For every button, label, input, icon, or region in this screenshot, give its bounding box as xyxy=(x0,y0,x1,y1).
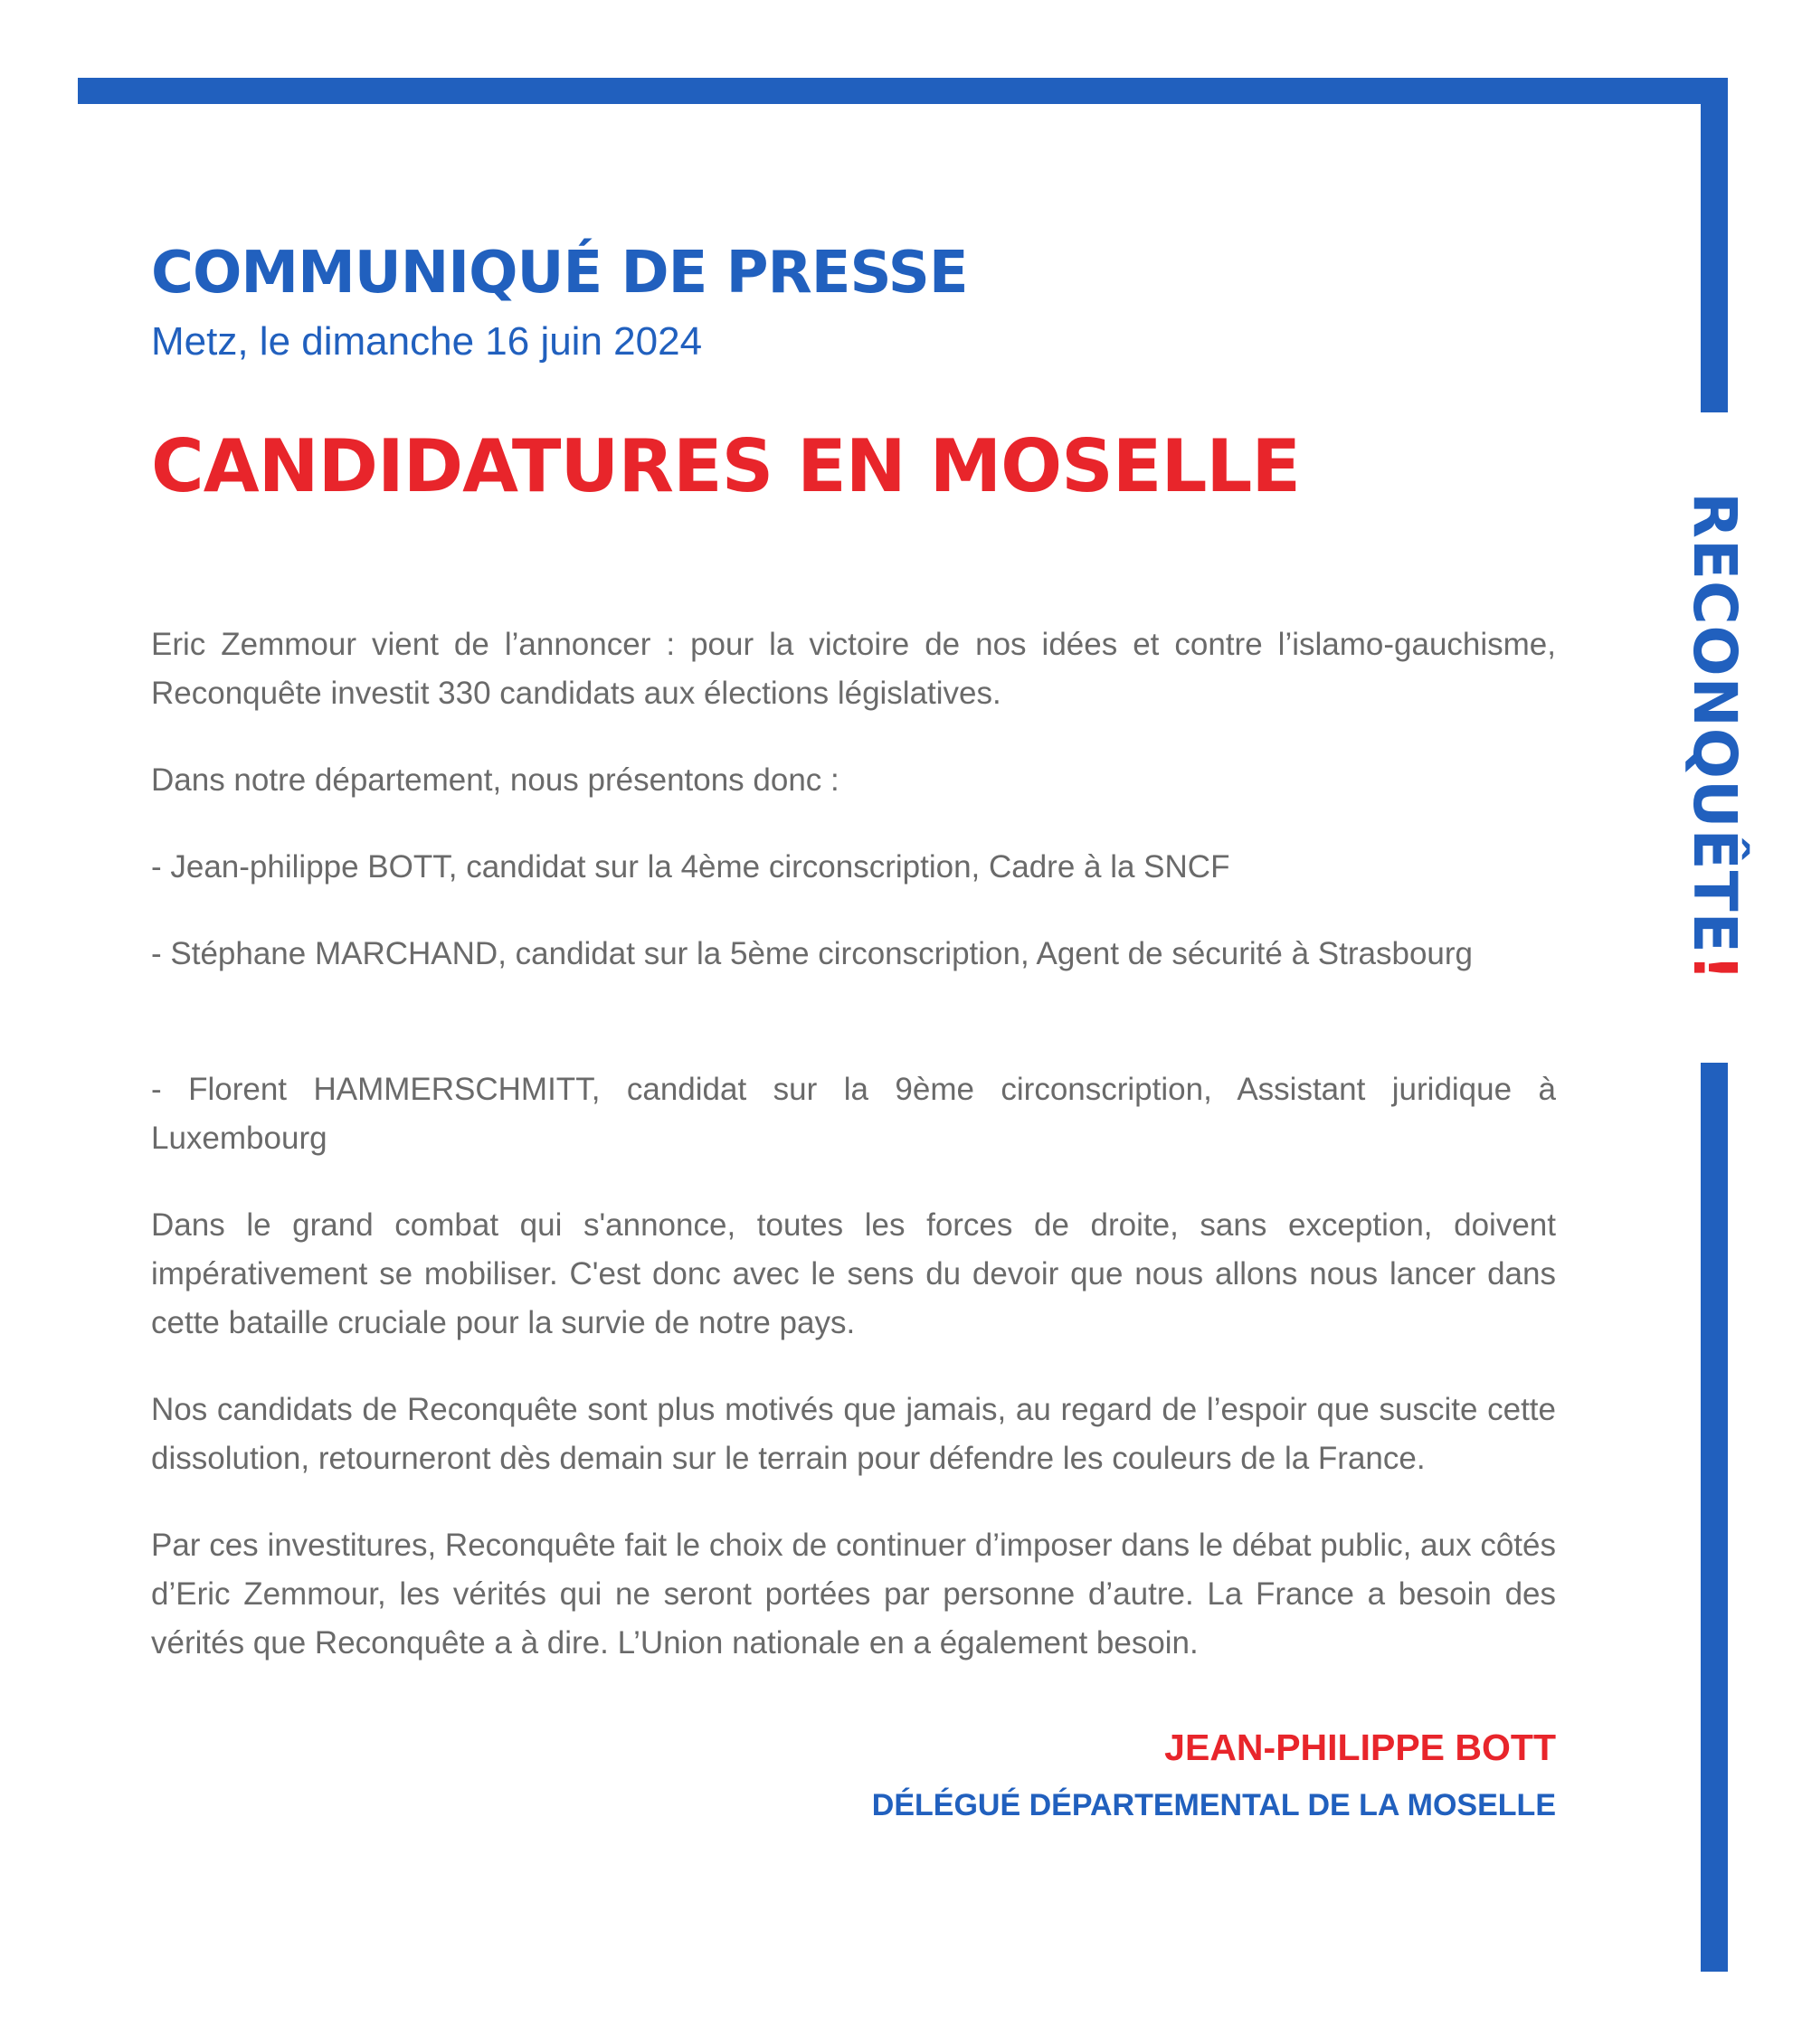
brand-logo-wordmark xyxy=(1680,492,1750,982)
document-kicker: COMMUNIQUÉ DE PRESSE xyxy=(151,240,968,307)
brand-logo-mark: ! xyxy=(1680,953,1750,982)
body-paragraph: Par ces investitures, Reconquête fait le choix de continuer d’imposer dans le débat public, aux côtés d’Eric Zemmour, les vérités qui ne seront portées par personne d’autre. La France a besoin des vérités que Reconquête a à dire. L’Union nationale en a également besoin. xyxy=(151,1528,1556,1661)
candidate-item: - Stéphane MARCHAND, candidat sur la 5ème circonscription, Agent de sécurité à Strasbourg xyxy=(151,936,1473,971)
intro-paragraph: Eric Zemmour vient de l’annoncer : pour la victoire de nos idées et contre l’islamo-gauchisme, Reconquête investit 330 candidats aux élections législatives. xyxy=(151,627,1556,711)
frame-right-bar-upper xyxy=(1701,78,1728,412)
body-paragraph: Dans le grand combat qui s'annonce, toutes les forces de droite, sans exception, doivent impérativement se mobiliser. C'est donc avec le sens du devoir que nous allons nous lancer dans cette bataille cruciale pour la survie de notre pays. xyxy=(151,1207,1556,1340)
body-text xyxy=(151,620,1556,1668)
page-title: CANDIDATURES EN MOSELLE xyxy=(151,424,1301,508)
dateline: Metz, le dimanche 16 juin 2024 xyxy=(151,319,703,364)
frame-right-bar-lower xyxy=(1701,1063,1728,1972)
candidate-item: - Jean-philippe BOTT, candidat sur la 4ème circonscription, Cadre à la SNCF xyxy=(151,849,1230,885)
body-paragraph: Nos candidats de Reconquête sont plus motivés que jamais, au regard de l’espoir que suscite cette dissolution, retourneront dès demain sur le terrain pour défendre les couleurs de la France. xyxy=(151,1392,1556,1476)
signatory-name: JEAN-PHILIPPE BOTT xyxy=(1164,1727,1556,1768)
signatory-title: DÉLÉGUÉ DÉPARTEMENTAL DE LA MOSELLE xyxy=(871,1788,1556,1822)
brand-logo-text: RECONQUÊTE xyxy=(1680,492,1750,954)
lead-paragraph: Dans notre département, nous présentons donc : xyxy=(151,762,839,798)
signature-block xyxy=(872,1729,1556,1821)
frame-top-bar xyxy=(78,78,1728,104)
candidate-item: - Florent HAMMERSCHMITT, candidat sur la 9ème circonscription, Assistant juridique à Luxembourg xyxy=(151,1072,1556,1156)
